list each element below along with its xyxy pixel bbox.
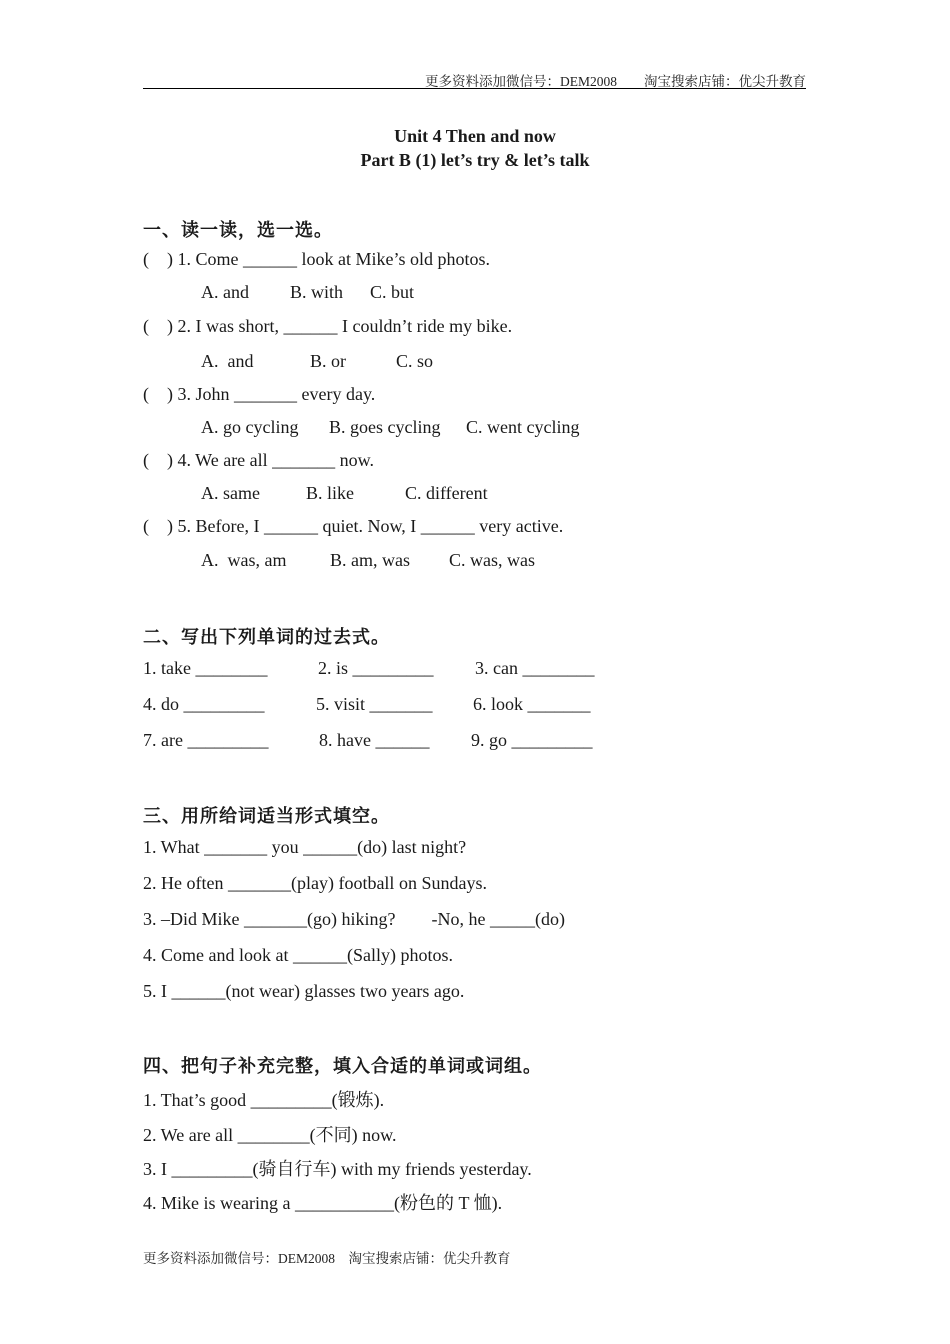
fill-item: 5. I ______(not wear) glasses two years ago. (143, 981, 465, 1001)
q2-option-c: C. so (396, 351, 434, 371)
section3-heading: 三、用所给词适当形式填空。 (143, 806, 390, 827)
word-item: 9. go _________ (471, 730, 593, 750)
q4-option-a: A. same (201, 483, 260, 503)
unit-title: Unit 4 Then and now (394, 126, 556, 146)
question-5-stem: ( ) 5. Before, I ______ quiet. Now, I ______ very active. (143, 516, 564, 536)
header-divider (143, 88, 806, 89)
complete-item: 1. That’s good _________(锻炼). (143, 1090, 385, 1110)
word-item: 5. visit _______ (316, 694, 433, 714)
q3-option-a: A. go cycling (201, 417, 299, 437)
fill-item: 4. Come and look at ______(Sally) photos. (143, 945, 453, 965)
section2-heading: 二、写出下列单词的过去式。 (143, 627, 390, 648)
section4-heading: 四、把句子补充完整，填入合适的单词或词组。 (143, 1056, 542, 1077)
word-item: 6. look _______ (473, 694, 591, 714)
question-1-stem: ( ) 1. Come ______ look at Mike’s old photos. (143, 249, 490, 269)
word-item: 7. are _________ (143, 730, 269, 750)
question-4-stem: ( ) 4. We are all _______ now. (143, 450, 374, 470)
complete-item: 4. Mike is wearing a ___________(粉色的 T 恤). (143, 1193, 503, 1213)
question-2-stem: ( ) 2. I was short, ______ I couldn’t ride my bike. (143, 316, 513, 336)
complete-item: 2. We are all ________(不同) now. (143, 1125, 397, 1145)
word-item: 1. take ________ (143, 658, 268, 678)
q2-option-a: A. and (201, 351, 254, 371)
page-footer: 更多资料添加微信号：DEM2008 淘宝搜索店铺：优尖升教育 (143, 1251, 511, 1266)
question-3-stem: ( ) 3. John _______ every day. (143, 384, 376, 404)
q1-option-a: A. and (201, 282, 249, 302)
word-item: 2. is _________ (318, 658, 434, 678)
q5-option-a: A. was, am (201, 550, 287, 570)
part-title: Part B (1) let’s try & let’s talk (360, 150, 590, 170)
q1-option-c: C. but (370, 282, 415, 302)
q1-option-b: B. with (290, 282, 344, 302)
word-item: 3. can ________ (475, 658, 595, 678)
word-item: 4. do _________ (143, 694, 265, 714)
fill-item: 3. –Did Mike _______(go) hiking? -No, he _____(do) (143, 909, 565, 929)
q5-option-c: C. was, was (449, 550, 535, 570)
complete-item: 3. I _________(骑自行车) with my friends yesterday. (143, 1159, 532, 1179)
q5-option-b: B. am, was (330, 550, 410, 570)
page-header: 更多资料添加微信号：DEM2008 淘宝搜索店铺：优尖升教育 (425, 74, 806, 89)
fill-item: 2. He often _______(play) football on Sundays. (143, 873, 487, 893)
q4-option-b: B. like (306, 483, 354, 503)
section1-heading: 一、读一读，选一选。 (143, 220, 333, 241)
q3-option-b: B. goes cycling (329, 417, 441, 437)
q3-option-c: C. went cycling (466, 417, 580, 437)
word-item: 8. have ______ (319, 730, 430, 750)
q2-option-b: B. or (310, 351, 346, 371)
q4-option-c: C. different (405, 483, 488, 503)
fill-item: 1. What _______ you ______(do) last night? (143, 837, 467, 857)
